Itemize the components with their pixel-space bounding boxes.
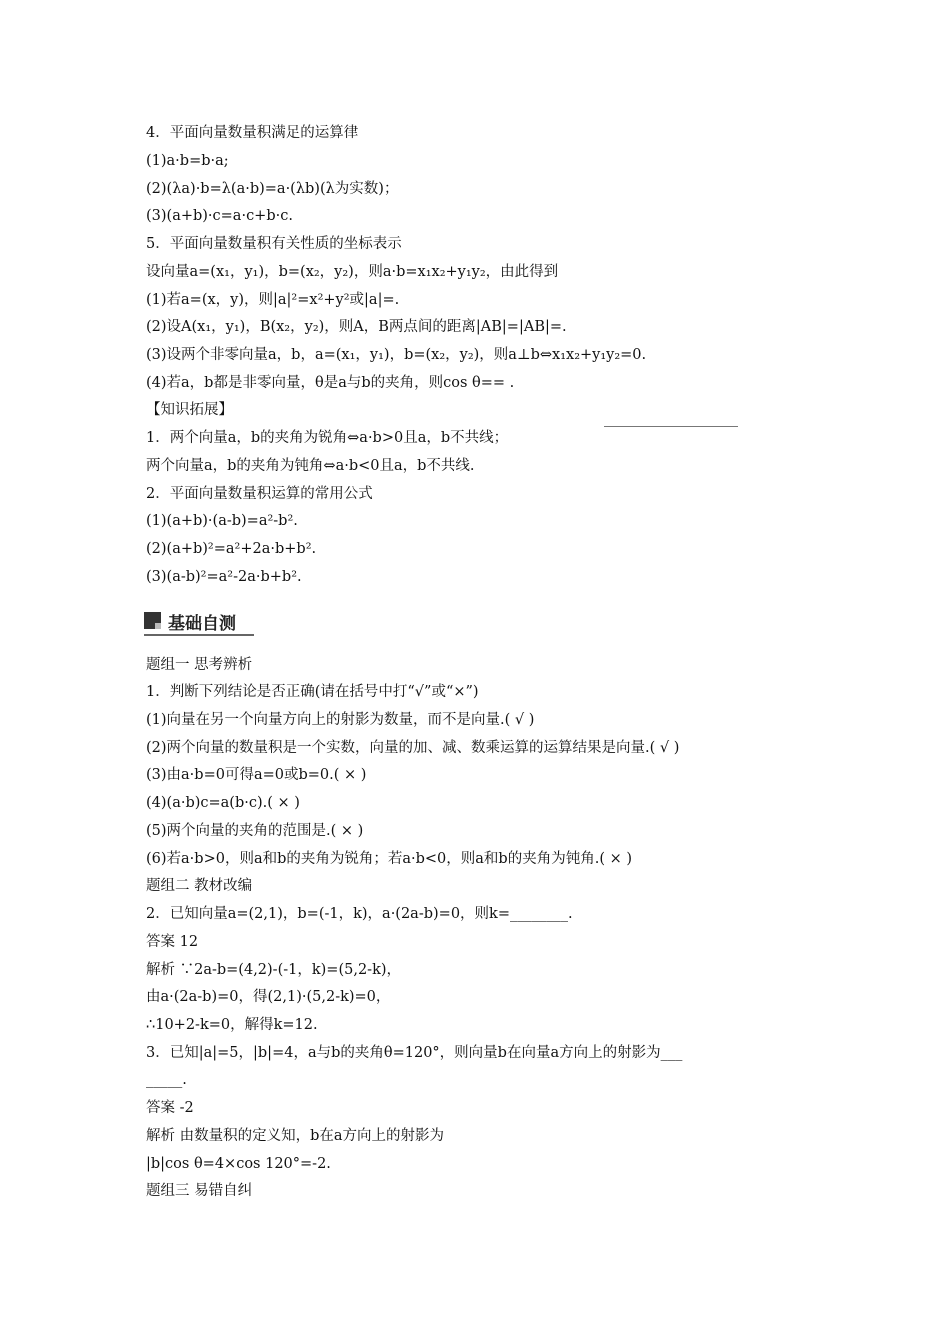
- text-line: (1)(a+b)·(a-b)=a²-b².: [146, 513, 298, 529]
- text-line: 答案 12: [146, 934, 199, 950]
- text-line: (5)两个向量的夹角的范围是.( × ): [146, 823, 364, 839]
- section-heading: [144, 608, 254, 634]
- text-line: 解析 ∵2a-b=(4,2)-(-1，k)=(5,2-k)，: [146, 962, 402, 978]
- text-line: 题组三 易错自纠: [146, 1183, 253, 1199]
- text-line: (2)两个向量的数量积是一个实数，向量的加、减、数乘运算的运算结果是向量.( √ ): [146, 740, 680, 756]
- text-line: 解析 由数量积的定义知，b在a方向上的射影为: [146, 1128, 445, 1144]
- text-line: 4．平面向量数量积满足的运算律: [146, 125, 359, 141]
- text-line: ∴10+2-k=0，解得k=12.: [146, 1017, 318, 1033]
- text-line: 题组一 思考辨析: [146, 657, 253, 673]
- text-line: 答案 -2: [146, 1100, 194, 1116]
- text-line: 设向量a=(x₁，y₁)，b=(x₂，y₂)，则a·b=x₁x₂+y₁y₂，由此得到: [146, 264, 559, 280]
- text-line: (2)(a+b)²=a²+2a·b+b².: [146, 541, 317, 557]
- text-line: (3)(a+b)·c=a·c+b·c.: [146, 208, 293, 224]
- text-line: (2)设A(x₁，y₁)，B(x₂，y₂)，则A，B两点间的距离|AB|=|AB|=.: [146, 319, 567, 335]
- text-line: 3．已知|a|=5，|b|=4，a与b的夹角θ=120°，则向量b在向量a方向上的射影为___: [146, 1045, 683, 1061]
- square-icon: [144, 612, 161, 629]
- text-line: (3)设两个非零向量a，b，a=(x₁，y₁)，b=(x₂，y₂)，则a⊥b⇔x₁x₂+y₁y₂=0.: [146, 347, 647, 363]
- text-line: 5．平面向量数量积有关性质的坐标表示: [146, 236, 402, 252]
- text-line: 2．平面向量数量积运算的常用公式: [146, 486, 373, 502]
- divider: [604, 426, 738, 427]
- text-line: 两个向量a，b的夹角为钝角⇔a·b<0且a，b不共线.: [146, 458, 475, 474]
- text-line: (2)(λa)·b=λ(a·b)=a·(λb)(λ为实数)；: [146, 181, 399, 197]
- text-line: 题组二 教材改编: [146, 878, 253, 894]
- text-line: (1)向量在另一个向量方向上的射影为数量，而不是向量.( √ ): [146, 712, 535, 728]
- heading-underline: [144, 634, 254, 636]
- text-line: (1)a·b=b·a;: [146, 153, 229, 169]
- text-line: _____.: [146, 1072, 187, 1088]
- section-heading-text: 基础自测: [168, 614, 236, 634]
- text-line: (4)若a，b都是非零向量，θ是a与b的夹角，则cos θ== .: [146, 375, 515, 391]
- text-line: (1)若a=(x，y)，则|a|²=x²+y²或|a|=.: [146, 292, 400, 308]
- text-line: 2．已知向量a=(2,1)，b=(-1，k)，a·(2a-b)=0，则k=________.: [146, 906, 573, 922]
- text-line: (3)由a·b=0可得a=0或b=0.( × ): [146, 767, 367, 783]
- text-line: 由a·(2a-b)=0，得(2,1)·(5,2-k)=0，: [146, 989, 391, 1005]
- text-line: 1．判断下列结论是否正确(请在括号中打“√”或“×”): [146, 684, 479, 700]
- text-line: 【知识拓展】: [146, 402, 233, 418]
- text-line: (6)若a·b>0，则a和b的夹角为锐角；若a·b<0，则a和b的夹角为钝角.( × ): [146, 851, 633, 867]
- text-line: |b|cos θ=4×cos 120°=-2.: [146, 1156, 331, 1172]
- text-line: 1．两个向量a，b的夹角为锐角⇔a·b>0且a，b不共线；: [146, 430, 509, 446]
- text-line: (4)(a·b)c=a(b·c).( × ): [146, 795, 300, 811]
- text-line: (3)(a-b)²=a²-2a·b+b².: [146, 569, 302, 585]
